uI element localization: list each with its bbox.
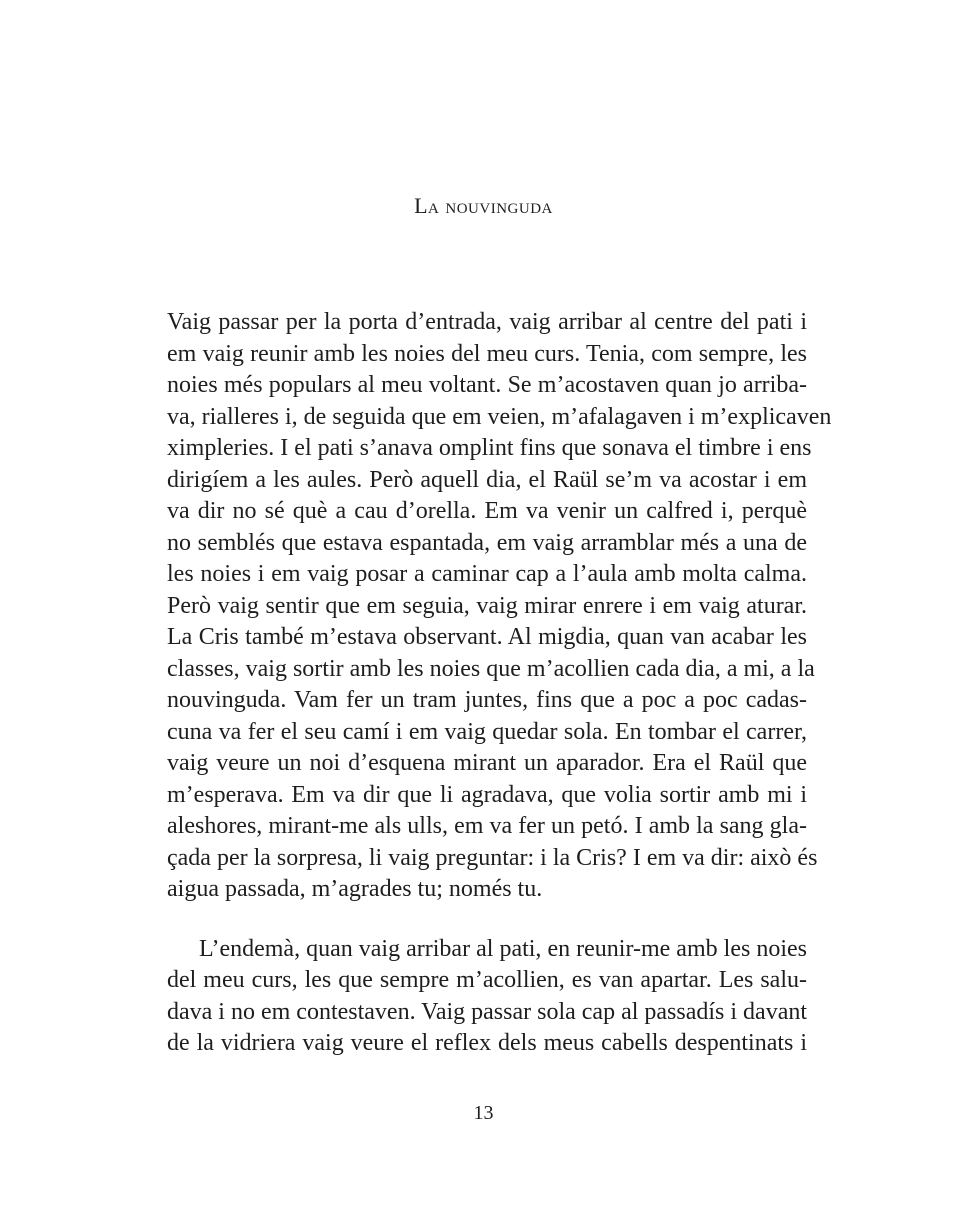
paragraph-1 bbox=[167, 307, 832, 906]
text-line: va, rialleres i, de seguida que em veien, m’afalagaven i m’explicaven bbox=[167, 403, 832, 430]
text-line: L’endemà, quan vaig arribar al pati, en reunir-me amb les noies bbox=[199, 935, 807, 962]
text-line: de la vidriera vaig veure el reflex dels meus cabells despentinats i bbox=[167, 1030, 807, 1056]
text-line: Però vaig sentir que em seguia, vaig mirar enrere i em vaig aturar. bbox=[167, 592, 807, 619]
text-line: va dir no sé què a cau d’orella. Em va venir un calfred i, perquè bbox=[167, 498, 807, 524]
text-line: Vaig passar per la porta d’entrada, vaig arribar al centre del pati i bbox=[167, 309, 807, 335]
text-line: del meu curs, les que sempre m’acollien, es van apartar. Les salu- bbox=[167, 967, 807, 993]
text-line: La Cris també m’estava observant. Al migdia, quan van acabar les bbox=[167, 624, 807, 650]
text-line: m’esperava. Em va dir que li agradava, que volia sortir amb mi i bbox=[167, 781, 807, 808]
text-line: no semblés que estava espantada, em vaig arramblar més a una de bbox=[167, 529, 807, 556]
text-line: cuna va fer el seu camí i em vaig quedar sola. En tombar el carrer, bbox=[167, 718, 807, 745]
paragraph-2 bbox=[167, 934, 807, 1060]
text-line: noies més populars al meu voltant. Se m’acostaven quan jo arriba- bbox=[167, 372, 807, 398]
text-line: çada per la sorpresa, li vaig preguntar: i la Cris? I em va dir: això és bbox=[167, 844, 818, 871]
text-line: les noies i em vaig posar a caminar cap a l’aula amb molta calma. bbox=[167, 561, 807, 587]
text-line: classes, vaig sortir amb les noies que m’acollien cada dia, a mi, a la bbox=[167, 655, 815, 682]
chapter-title: La nouvinguda bbox=[414, 193, 553, 218]
text-line: dirigíem a les aules. Però aquell dia, el Raül se’m va acostar i em bbox=[167, 466, 807, 493]
text-line: em vaig reunir amb les noies del meu curs. Tenia, com sempre, les bbox=[167, 340, 807, 367]
text-line: dava i no em contestaven. Vaig passar sola cap al passadís i davant bbox=[167, 998, 808, 1025]
paragraph-gap bbox=[167, 906, 807, 934]
page-number: 13 bbox=[473, 1102, 494, 1124]
text-line: vaig veure un noi d’esquena mirant un aparador. Era el Raül que bbox=[167, 750, 807, 776]
body-text bbox=[167, 307, 832, 1060]
text-line: ximpleries. I el pati s’anava omplint fins que sonava el timbre i ens bbox=[167, 435, 812, 461]
text-line: aigua passada, m’agrades tu; només tu. bbox=[167, 876, 543, 902]
text-line: aleshores, mirant-me als ulls, em va fer un petó. I amb la sang gla- bbox=[167, 813, 807, 839]
text-line: nouvinguda. Vam fer un tram juntes, fins que a poc a poc cadas- bbox=[167, 687, 807, 713]
